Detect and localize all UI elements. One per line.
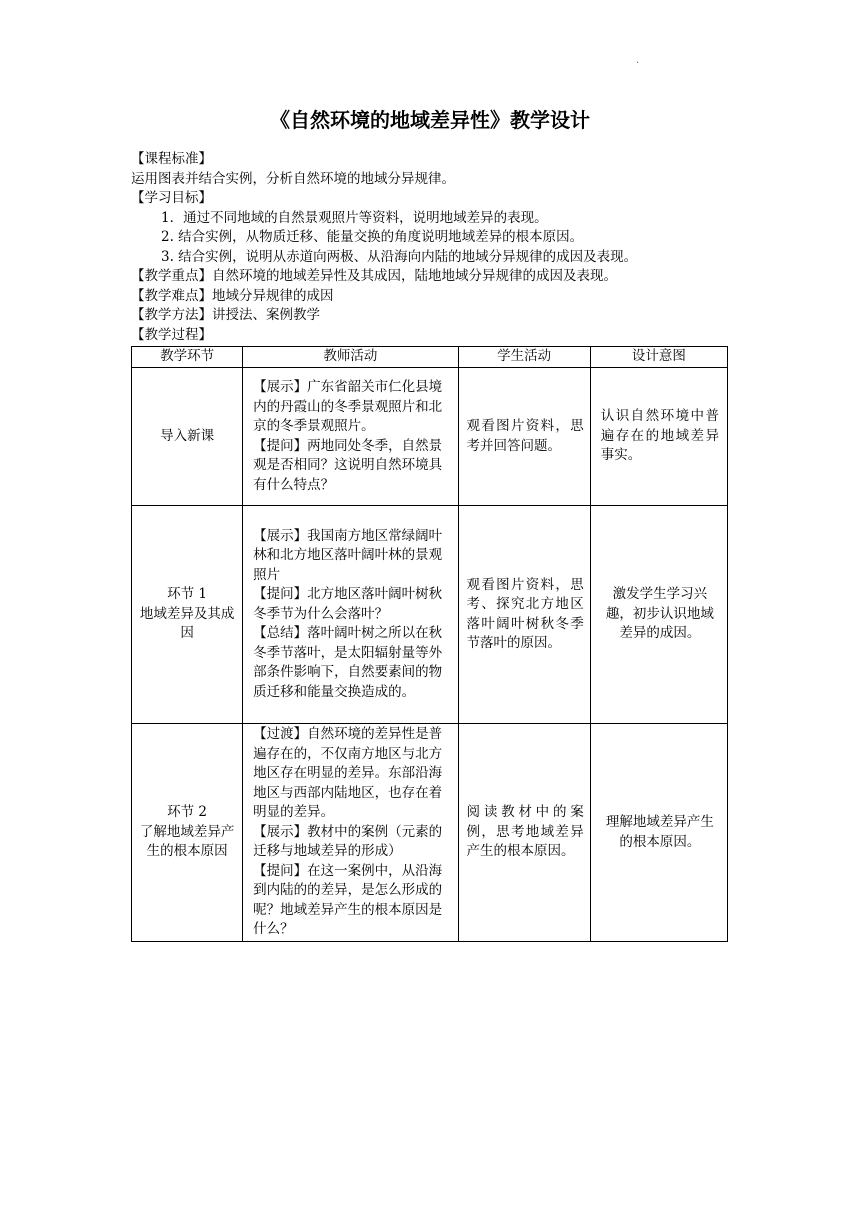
table-row bbox=[132, 368, 728, 506]
stage-label: 了解地域差异产生的根本原因 bbox=[139, 823, 235, 860]
stage-cell bbox=[132, 506, 243, 724]
teacher-cell bbox=[243, 724, 458, 942]
teacher-paragraph: 【提问】两地同处冬季，自然景观是否相同？这说明自然环境具有什么特点？ bbox=[253, 437, 443, 493]
teacher-cell bbox=[243, 368, 458, 506]
course-standard-text: 运用图表并结合实例，分析自然环境的地域分异规律。 bbox=[131, 170, 455, 187]
course-standard-heading: 【课程标准】 bbox=[131, 151, 212, 167]
objectives-heading: 【学习目标】 bbox=[131, 190, 212, 206]
teacher-cell bbox=[243, 506, 458, 724]
teacher-paragraph: 【展示】我国南方地区常绿阔叶林和北方地区落叶阔叶林的景观照片 bbox=[253, 527, 443, 583]
teacher-paragraph: 【提问】在这一案例中，从沿海到内陆的的差异，是怎么形成的呢？地域差异产生的根本原因是什么？ bbox=[253, 862, 443, 938]
teacher-paragraph: 【提问】北方地区落叶阔叶树秋冬季节为什么会落叶？ bbox=[253, 586, 443, 622]
student-cell: 观看图片资料，思考并回答问题。 bbox=[458, 368, 590, 506]
header-intent: 设计意图 bbox=[590, 347, 727, 368]
stage-cell: 导入新课 bbox=[132, 368, 243, 506]
header-stage: 教学环节 bbox=[132, 347, 243, 368]
document-title: 《自然环境的地域差异性》教学设计 bbox=[270, 108, 590, 132]
header-student: 学生活动 bbox=[458, 347, 590, 368]
table-row bbox=[132, 506, 728, 724]
student-cell: 阅读教材中的案例，思考地域差异产生的根本原因。 bbox=[458, 724, 590, 942]
objective-item: 2. 结合实例，从物质迁移、能量交换的角度说明地域差异的根本原因。 bbox=[161, 229, 584, 245]
stage-number: 环节 1 bbox=[167, 586, 208, 603]
document-body bbox=[131, 150, 731, 345]
teacher-paragraph: 【总结】落叶阔叶树之所以在秋冬季节落叶，是太阳辐射量等外部条件影响下，自然要素间的物质迁移和能量交换造成的。 bbox=[253, 625, 443, 700]
table-row bbox=[132, 724, 728, 942]
objective-item: 1．通过不同地域的自然景观照片等资料，说明地域差异的表现。 bbox=[161, 209, 548, 226]
difficulty: 【教学难点】地域分异规律的成因 bbox=[131, 287, 334, 304]
stage-label: 地域差异及其成因 bbox=[139, 605, 235, 642]
teacher-paragraph: 【展示】教材中的案例（元素的迁移与地域差异的形成） bbox=[253, 823, 443, 860]
process-heading: 【教学过程】 bbox=[131, 326, 212, 343]
header-teacher: 教师活动 bbox=[243, 347, 458, 368]
lesson-process-table bbox=[131, 346, 728, 942]
key-point: 【教学重点】自然环境的地域差异性及其成因，陆地地域分异规律的成因及表现。 bbox=[131, 268, 617, 284]
table-header-row bbox=[132, 347, 728, 368]
teacher-paragraph: 【展示】广东省韶关市仁化县境内的丹霞山的冬季景观照片和北京的冬季景观照片。 bbox=[253, 379, 443, 434]
teacher-paragraph: 【过渡】自然环境的差异性是普遍存在的，不仅南方地区与北方地区存在明显的差异。东部沿海地区与西部内陆地区，也存在着明显的差异。 bbox=[253, 726, 443, 821]
intent-cell: 理解地域差异产生的根本原因。 bbox=[590, 724, 727, 942]
intent-cell: 激发学生学习兴趣，初步认识地域差异的成因。 bbox=[590, 506, 727, 724]
objective-item: 3. 结合实例，说明从赤道向两极、从沿海向内陆的地域分异规律的成因及表现。 bbox=[161, 248, 638, 265]
stage-number: 环节 2 bbox=[167, 804, 208, 821]
header-dot: · bbox=[636, 58, 640, 69]
student-cell: 观看图片资料，思考、探究北方地区落叶阔叶树秋冬季节落叶的原因。 bbox=[458, 506, 590, 724]
teaching-method: 【教学方法】讲授法、案例教学 bbox=[131, 307, 320, 323]
stage-cell bbox=[132, 724, 243, 942]
intent-cell: 认识自然环境中普遍存在的地域差异事实。 bbox=[590, 368, 727, 506]
